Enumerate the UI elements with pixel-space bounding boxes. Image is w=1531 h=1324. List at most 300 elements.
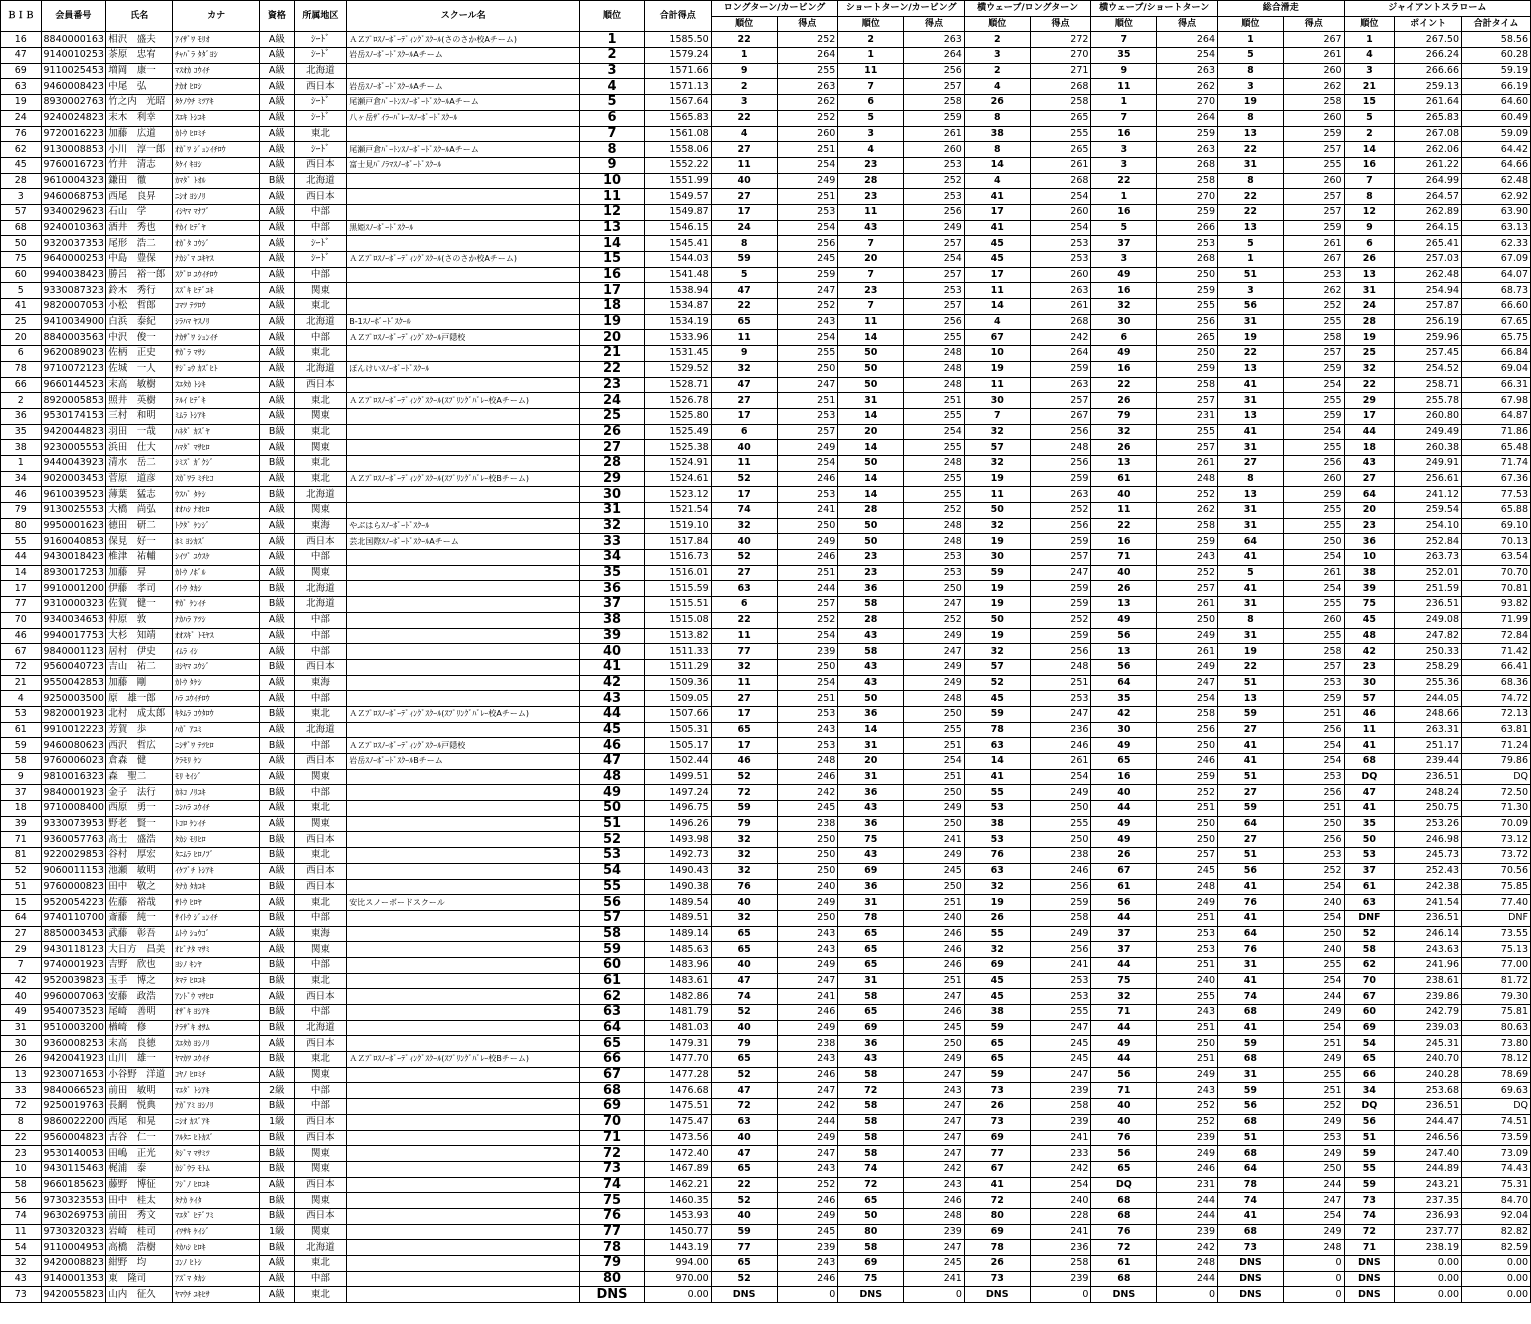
table-row bbox=[1, 455, 1531, 471]
cell-bib: 54 bbox=[1, 1240, 42, 1256]
cell-region: 北海道 bbox=[294, 314, 347, 330]
cell-event1-score: 249 bbox=[777, 957, 838, 973]
cell-name: 末高 敏樹 bbox=[106, 377, 173, 393]
cell-grade: A級 bbox=[260, 503, 294, 519]
cell-grade: A級 bbox=[260, 157, 294, 173]
cell-total: 1519.10 bbox=[644, 518, 711, 534]
cell-school bbox=[347, 283, 580, 299]
cell-school bbox=[347, 722, 580, 738]
cell-total: 1477.28 bbox=[644, 1067, 711, 1083]
cell-rank: 62 bbox=[580, 989, 645, 1005]
cell-gs-time: 63.81 bbox=[1462, 722, 1531, 738]
cell-overall-score: 257 bbox=[1283, 189, 1344, 205]
cell-overall-rank: 13 bbox=[1218, 220, 1284, 236]
cell-bib: 69 bbox=[1, 63, 42, 79]
cell-event1-rank: DNS bbox=[711, 1287, 777, 1303]
table-row bbox=[1, 1224, 1531, 1240]
cell-gs-rank: 57 bbox=[1344, 691, 1395, 707]
cell-gs-points: 253.68 bbox=[1395, 1083, 1462, 1099]
cell-name: 保見 好一 bbox=[106, 534, 173, 550]
cell-event4-score: 266 bbox=[1157, 220, 1218, 236]
cell-member-no: 9530140053 bbox=[41, 1146, 106, 1162]
cell-total: 1525.80 bbox=[644, 408, 711, 424]
cell-event3-score: 255 bbox=[1030, 816, 1091, 832]
cell-overall-rank: 22 bbox=[1218, 346, 1284, 362]
cell-event4-rank: 75 bbox=[1091, 973, 1157, 989]
cell-gs-points: 241.96 bbox=[1395, 957, 1462, 973]
cell-grade: A級 bbox=[260, 550, 294, 566]
cell-name: 加藤 広道 bbox=[106, 126, 173, 142]
cell-grade: B級 bbox=[260, 848, 294, 864]
cell-region: 東北 bbox=[294, 895, 347, 911]
table-row bbox=[1, 628, 1531, 644]
cell-school bbox=[347, 503, 580, 519]
cell-name: 伊藤 孝司 bbox=[106, 581, 173, 597]
cell-rank: 40 bbox=[580, 644, 645, 660]
cell-bib: 36 bbox=[1, 408, 42, 424]
cell-gs-time: 69.63 bbox=[1462, 1083, 1531, 1099]
cell-member-no: 9420044823 bbox=[41, 424, 106, 440]
cell-overall-rank: 41 bbox=[1218, 879, 1284, 895]
cell-name: 田中 桂太 bbox=[106, 1193, 173, 1209]
cell-event3-score: 245 bbox=[1030, 1052, 1091, 1068]
cell-overall-rank: DNS bbox=[1218, 1256, 1284, 1272]
cell-event3-rank: 30 bbox=[964, 550, 1030, 566]
cell-gs-rank: 70 bbox=[1344, 973, 1395, 989]
cell-gs-points: 267.08 bbox=[1395, 126, 1462, 142]
cell-gs-rank: 69 bbox=[1344, 1020, 1395, 1036]
cell-event4-rank: 11 bbox=[1091, 79, 1157, 95]
cell-event4-rank: 13 bbox=[1091, 455, 1157, 471]
cell-region: 西日本 bbox=[294, 79, 347, 95]
cell-overall-score: 262 bbox=[1283, 79, 1344, 95]
cell-name: 石山 学 bbox=[106, 204, 173, 220]
cell-event2-rank: 75 bbox=[838, 1271, 904, 1287]
cell-overall-rank: 8 bbox=[1218, 173, 1284, 189]
cell-gs-time: 62.92 bbox=[1462, 189, 1531, 205]
cell-bib: 31 bbox=[1, 1020, 42, 1036]
cell-region: 中部 bbox=[294, 220, 347, 236]
cell-event3-score: 249 bbox=[1030, 785, 1091, 801]
cell-total: 1496.75 bbox=[644, 801, 711, 817]
cell-event4-score: 239 bbox=[1157, 1130, 1218, 1146]
cell-event1-rank: 4 bbox=[711, 126, 777, 142]
cell-overall-score: 259 bbox=[1283, 220, 1344, 236]
cell-total: 0.00 bbox=[644, 1287, 711, 1303]
cell-event3-rank: 59 bbox=[964, 565, 1030, 581]
cell-event4-rank: 37 bbox=[1091, 236, 1157, 252]
cell-gs-points: 246.56 bbox=[1395, 1130, 1462, 1146]
cell-event1-rank: 59 bbox=[711, 1224, 777, 1240]
cell-member-no: 9110025453 bbox=[41, 63, 106, 79]
cell-grade: A級 bbox=[260, 236, 294, 252]
cell-event1-score: 254 bbox=[777, 330, 838, 346]
cell-event4-score: 247 bbox=[1157, 675, 1218, 691]
cell-gs-rank: 8 bbox=[1344, 189, 1395, 205]
cell-region: 関東 bbox=[294, 283, 347, 299]
cell-name: 増岡 康一 bbox=[106, 63, 173, 79]
cell-event2-score: 242 bbox=[904, 1161, 965, 1177]
cell-event4-score: 258 bbox=[1157, 377, 1218, 393]
cell-event3-rank: 41 bbox=[964, 1177, 1030, 1193]
table-row bbox=[1, 267, 1531, 283]
cell-event4-score: 248 bbox=[1157, 1256, 1218, 1272]
table-row bbox=[1, 942, 1531, 958]
cell-region: 中部 bbox=[294, 785, 347, 801]
cell-kana: ｼｲﾂﾞ ﾕｳｽｹ bbox=[173, 550, 260, 566]
cell-gs-points: 240.70 bbox=[1395, 1052, 1462, 1068]
cell-gs-rank: 41 bbox=[1344, 801, 1395, 817]
cell-grade: B級 bbox=[260, 1020, 294, 1036]
cell-event4-score: 261 bbox=[1157, 597, 1218, 613]
cell-region: 中部 bbox=[294, 644, 347, 660]
cell-event4-score: 268 bbox=[1157, 157, 1218, 173]
cell-total: 1585.50 bbox=[644, 32, 711, 48]
cell-event3-rank: 26 bbox=[964, 910, 1030, 926]
subheader-score: 得点 bbox=[777, 16, 838, 32]
cell-event3-rank: 11 bbox=[964, 377, 1030, 393]
cell-gs-rank: 62 bbox=[1344, 957, 1395, 973]
cell-event2-score: 246 bbox=[904, 1193, 965, 1209]
cell-event2-score: 255 bbox=[904, 471, 965, 487]
cell-grade: A級 bbox=[260, 675, 294, 691]
cell-event4-rank: 61 bbox=[1091, 879, 1157, 895]
cell-event3-rank: 45 bbox=[964, 973, 1030, 989]
cell-kana: ｺﾏﾂ ﾃﾂﾛｳ bbox=[173, 299, 260, 315]
cell-overall-score: 254 bbox=[1283, 581, 1344, 597]
cell-gs-rank: 59 bbox=[1344, 1177, 1395, 1193]
cell-overall-score: 258 bbox=[1283, 95, 1344, 111]
cell-event2-rank: 14 bbox=[838, 330, 904, 346]
cell-bib: 2 bbox=[1, 393, 42, 409]
cell-event4-rank: 49 bbox=[1091, 816, 1157, 832]
cell-event3-rank: DNS bbox=[964, 1287, 1030, 1303]
cell-event3-rank: 59 bbox=[964, 1067, 1030, 1083]
cell-grade: B級 bbox=[260, 1161, 294, 1177]
cell-event3-score: 268 bbox=[1030, 314, 1091, 330]
cell-event1-score: 242 bbox=[777, 1099, 838, 1115]
cell-bib: 66 bbox=[1, 377, 42, 393]
cell-gs-time: 65.75 bbox=[1462, 330, 1531, 346]
cell-event2-rank: 36 bbox=[838, 785, 904, 801]
header-event-1: ロングターン/カービング bbox=[711, 1, 838, 17]
cell-kana: ﾁｬﾊﾞﾗ ﾀﾀﾞﾖｼ bbox=[173, 48, 260, 64]
cell-grade: A級 bbox=[260, 252, 294, 268]
cell-event1-score: 251 bbox=[777, 142, 838, 158]
cell-event1-score: 250 bbox=[777, 848, 838, 864]
table-row bbox=[1, 801, 1531, 817]
cell-name: 西尾 和晃 bbox=[106, 1114, 173, 1130]
cell-total: 1509.36 bbox=[644, 675, 711, 691]
cell-grade: A級 bbox=[260, 722, 294, 738]
cell-total: 1505.17 bbox=[644, 738, 711, 754]
cell-event4-score: 253 bbox=[1157, 926, 1218, 942]
table-row bbox=[1, 330, 1531, 346]
cell-kana: ｸﾗﾓﾘ ｹﾝ bbox=[173, 754, 260, 770]
cell-event4-score: 246 bbox=[1157, 1161, 1218, 1177]
cell-rank: 18 bbox=[580, 299, 645, 315]
cell-event2-rank: 50 bbox=[838, 534, 904, 550]
cell-event3-rank: 4 bbox=[964, 173, 1030, 189]
table-row bbox=[1, 236, 1531, 252]
cell-gs-rank: 19 bbox=[1344, 330, 1395, 346]
cell-rank: 65 bbox=[580, 1036, 645, 1052]
cell-overall-rank: 31 bbox=[1218, 393, 1284, 409]
cell-event3-score: 261 bbox=[1030, 754, 1091, 770]
cell-event4-score: 251 bbox=[1157, 1020, 1218, 1036]
cell-school bbox=[347, 1067, 580, 1083]
cell-bib: 77 bbox=[1, 597, 42, 613]
table-row bbox=[1, 612, 1531, 628]
table-row bbox=[1, 220, 1531, 236]
cell-event4-score: 245 bbox=[1157, 863, 1218, 879]
table-row bbox=[1, 503, 1531, 519]
cell-overall-rank: 59 bbox=[1218, 706, 1284, 722]
cell-event1-score: 245 bbox=[777, 1224, 838, 1240]
cell-kana: ﾀｹﾉｳﾁ ﾐﾂｱｷ bbox=[173, 95, 260, 111]
header-kana: カナ bbox=[173, 1, 260, 32]
cell-member-no: 9420008823 bbox=[41, 1256, 106, 1272]
cell-total: 1538.94 bbox=[644, 283, 711, 299]
cell-event4-rank: 44 bbox=[1091, 957, 1157, 973]
cell-overall-rank: 76 bbox=[1218, 942, 1284, 958]
cell-grade: A級 bbox=[260, 644, 294, 660]
cell-kana: ｳｽﾊﾞ ﾀｹｼ bbox=[173, 487, 260, 503]
cell-gs-rank: 25 bbox=[1344, 346, 1395, 362]
cell-bib: 63 bbox=[1, 79, 42, 95]
cell-gs-time: 81.72 bbox=[1462, 973, 1531, 989]
cell-name: 玉手 博之 bbox=[106, 973, 173, 989]
table-row bbox=[1, 361, 1531, 377]
cell-event2-rank: 7 bbox=[838, 267, 904, 283]
cell-gs-time: 77.00 bbox=[1462, 957, 1531, 973]
cell-overall-score: 259 bbox=[1283, 691, 1344, 707]
cell-region: 中部 bbox=[294, 1083, 347, 1099]
cell-overall-rank: 64 bbox=[1218, 534, 1284, 550]
table-row bbox=[1, 1256, 1531, 1272]
cell-kana: ﾑﾄｳ ｼｮｳｺﾞ bbox=[173, 926, 260, 942]
cell-event4-rank: 56 bbox=[1091, 1146, 1157, 1162]
cell-member-no: 9610039523 bbox=[41, 487, 106, 503]
cell-member-no: 9220029853 bbox=[41, 848, 106, 864]
cell-event1-rank: 63 bbox=[711, 1114, 777, 1130]
cell-school bbox=[347, 957, 580, 973]
cell-school bbox=[347, 597, 580, 613]
cell-member-no: 9840001123 bbox=[41, 644, 106, 660]
cell-event2-rank: 36 bbox=[838, 816, 904, 832]
cell-bib: 41 bbox=[1, 299, 42, 315]
cell-event2-score: 250 bbox=[904, 816, 965, 832]
cell-bib: 7 bbox=[1, 957, 42, 973]
cell-bib: 6 bbox=[1, 346, 42, 362]
cell-rank: 5 bbox=[580, 95, 645, 111]
cell-event1-score: 246 bbox=[777, 471, 838, 487]
cell-event1-rank: 65 bbox=[711, 1161, 777, 1177]
cell-school: ＡＺﾌﾟﾛｽﾉｰﾎﾞｰﾃﾞｨﾝｸﾞｽｸｰﾙ(さのさか校Aチーム) bbox=[347, 252, 580, 268]
cell-gs-rank: 42 bbox=[1344, 644, 1395, 660]
cell-event4-score: 250 bbox=[1157, 738, 1218, 754]
cell-grade: A級 bbox=[260, 565, 294, 581]
cell-overall-rank: 59 bbox=[1218, 1036, 1284, 1052]
cell-gs-rank: 71 bbox=[1344, 1240, 1395, 1256]
cell-member-no: 9840066523 bbox=[41, 1083, 106, 1099]
cell-event3-score: 259 bbox=[1030, 628, 1091, 644]
cell-overall-rank: 31 bbox=[1218, 440, 1284, 456]
cell-event3-score: 239 bbox=[1030, 1271, 1091, 1287]
cell-bib: 55 bbox=[1, 534, 42, 550]
cell-event1-score: 251 bbox=[777, 189, 838, 205]
cell-overall-rank: 27 bbox=[1218, 785, 1284, 801]
cell-event1-rank: 22 bbox=[711, 299, 777, 315]
cell-grade: A級 bbox=[260, 189, 294, 205]
cell-gs-points: 259.13 bbox=[1395, 79, 1462, 95]
subheader-points: ポイント bbox=[1395, 16, 1462, 32]
cell-event3-rank: 63 bbox=[964, 863, 1030, 879]
cell-overall-rank: DNS bbox=[1218, 1271, 1284, 1287]
cell-region: 西日本 bbox=[294, 377, 347, 393]
cell-name: 佐賀 健一 bbox=[106, 597, 173, 613]
cell-member-no: 9560004823 bbox=[41, 1130, 106, 1146]
cell-event2-rank: 31 bbox=[838, 769, 904, 785]
cell-event2-rank: 50 bbox=[838, 455, 904, 471]
cell-gs-points: 254.10 bbox=[1395, 518, 1462, 534]
cell-member-no: 9130008853 bbox=[41, 142, 106, 158]
cell-region: 東北 bbox=[294, 299, 347, 315]
cell-gs-rank: 38 bbox=[1344, 565, 1395, 581]
cell-total: 1476.68 bbox=[644, 1083, 711, 1099]
cell-total: 1515.08 bbox=[644, 612, 711, 628]
cell-event2-score: 248 bbox=[904, 691, 965, 707]
cell-region: 関東 bbox=[294, 408, 347, 424]
cell-name: 照井 英樹 bbox=[106, 393, 173, 409]
cell-event3-score: 270 bbox=[1030, 48, 1091, 64]
cell-gs-time: DNF bbox=[1462, 910, 1531, 926]
cell-total: 1529.52 bbox=[644, 361, 711, 377]
cell-total: 1497.24 bbox=[644, 785, 711, 801]
cell-gs-time: 82.59 bbox=[1462, 1240, 1531, 1256]
cell-gs-rank: 1 bbox=[1344, 32, 1395, 48]
cell-name: 清水 岳二 bbox=[106, 455, 173, 471]
cell-rank: 20 bbox=[580, 330, 645, 346]
cell-school: 富士見ﾊﾟﾉﾗﾏｽﾉｰﾎﾞｰﾄﾞｽｸｰﾙ bbox=[347, 157, 580, 173]
cell-overall-rank: 68 bbox=[1218, 1005, 1284, 1021]
cell-event1-rank: 59 bbox=[711, 801, 777, 817]
cell-gs-rank: DQ bbox=[1344, 769, 1395, 785]
cell-rank: 23 bbox=[580, 377, 645, 393]
cell-total: 1516.73 bbox=[644, 550, 711, 566]
cell-event4-rank: 13 bbox=[1091, 597, 1157, 613]
cell-rank: 42 bbox=[580, 675, 645, 691]
cell-overall-score: 255 bbox=[1283, 503, 1344, 519]
cell-event4-rank: 3 bbox=[1091, 142, 1157, 158]
table-row bbox=[1, 926, 1531, 942]
cell-member-no: 9660185623 bbox=[41, 1177, 106, 1193]
cell-event2-rank: 20 bbox=[838, 424, 904, 440]
cell-member-no: 8840003563 bbox=[41, 330, 106, 346]
cell-kana: ｶﾄｳ ﾀｹｼ bbox=[173, 675, 260, 691]
cell-event1-score: 243 bbox=[777, 926, 838, 942]
cell-event4-score: 252 bbox=[1157, 1114, 1218, 1130]
cell-total: 1482.86 bbox=[644, 989, 711, 1005]
cell-event3-score: 252 bbox=[1030, 503, 1091, 519]
cell-event3-score: 256 bbox=[1030, 942, 1091, 958]
cell-gs-rank: 20 bbox=[1344, 503, 1395, 519]
cell-event3-score: 239 bbox=[1030, 1083, 1091, 1099]
cell-rank: 63 bbox=[580, 1005, 645, 1021]
cell-total: 1511.29 bbox=[644, 659, 711, 675]
cell-overall-rank: 27 bbox=[1218, 832, 1284, 848]
cell-bib: 37 bbox=[1, 785, 42, 801]
cell-region: 東北 bbox=[294, 455, 347, 471]
cell-event3-rank: 63 bbox=[964, 738, 1030, 754]
cell-event4-rank: 44 bbox=[1091, 1052, 1157, 1068]
cell-bib: 14 bbox=[1, 565, 42, 581]
cell-bib: 49 bbox=[1, 1005, 42, 1021]
cell-member-no: 9250003500 bbox=[41, 691, 106, 707]
cell-gs-rank: 54 bbox=[1344, 1036, 1395, 1052]
cell-event1-score: 250 bbox=[777, 518, 838, 534]
cell-event3-rank: 59 bbox=[964, 706, 1030, 722]
cell-event2-score: 251 bbox=[904, 895, 965, 911]
cell-gs-points: 243.63 bbox=[1395, 942, 1462, 958]
cell-kana: ｽｴﾀｶ ﾄｼｷ bbox=[173, 377, 260, 393]
table-row bbox=[1, 1146, 1531, 1162]
cell-event1-rank: 65 bbox=[711, 1256, 777, 1272]
cell-overall-rank: 5 bbox=[1218, 48, 1284, 64]
cell-member-no: 9340034653 bbox=[41, 612, 106, 628]
cell-event2-score: 254 bbox=[904, 754, 965, 770]
cell-school bbox=[347, 565, 580, 581]
cell-name: 紺野 均 bbox=[106, 1256, 173, 1272]
cell-school bbox=[347, 863, 580, 879]
cell-grade: B級 bbox=[260, 487, 294, 503]
cell-overall-score: 255 bbox=[1283, 518, 1344, 534]
cell-event2-score: 256 bbox=[904, 63, 965, 79]
cell-grade: A級 bbox=[260, 48, 294, 64]
table-row bbox=[1, 1005, 1531, 1021]
cell-event1-score: 240 bbox=[777, 879, 838, 895]
cell-kana: ﾖｼﾔﾏ ﾕｳｼﾞ bbox=[173, 659, 260, 675]
table-row bbox=[1, 95, 1531, 111]
table-row bbox=[1, 393, 1531, 409]
cell-bib: 70 bbox=[1, 612, 42, 628]
cell-gs-time: 63.54 bbox=[1462, 550, 1531, 566]
cell-name: 前田 敏明 bbox=[106, 1083, 173, 1099]
cell-event2-score: 263 bbox=[904, 32, 965, 48]
cell-bib: 9 bbox=[1, 769, 42, 785]
cell-event4-score: 255 bbox=[1157, 424, 1218, 440]
cell-name: 三村 和明 bbox=[106, 408, 173, 424]
cell-gs-time: 0.00 bbox=[1462, 1256, 1531, 1272]
cell-overall-rank: 41 bbox=[1218, 738, 1284, 754]
cell-event1-score: 239 bbox=[777, 644, 838, 660]
cell-overall-score: 249 bbox=[1283, 1114, 1344, 1130]
cell-event1-score: 245 bbox=[777, 252, 838, 268]
cell-event1-score: 244 bbox=[777, 581, 838, 597]
cell-grade: A級 bbox=[260, 1036, 294, 1052]
cell-overall-rank: 5 bbox=[1218, 565, 1284, 581]
cell-gs-time: 64.66 bbox=[1462, 157, 1531, 173]
cell-event4-score: 263 bbox=[1157, 142, 1218, 158]
cell-grade: A級 bbox=[260, 895, 294, 911]
cell-rank: 72 bbox=[580, 1146, 645, 1162]
cell-name: 白浜 泰紀 bbox=[106, 314, 173, 330]
cell-kana: ﾃﾙｲ ﾋﾃﾞｷ bbox=[173, 393, 260, 409]
cell-gs-time: 66.60 bbox=[1462, 299, 1531, 315]
cell-event2-rank: 69 bbox=[838, 1256, 904, 1272]
cell-overall-rank: 13 bbox=[1218, 126, 1284, 142]
cell-total: 970.00 bbox=[644, 1271, 711, 1287]
